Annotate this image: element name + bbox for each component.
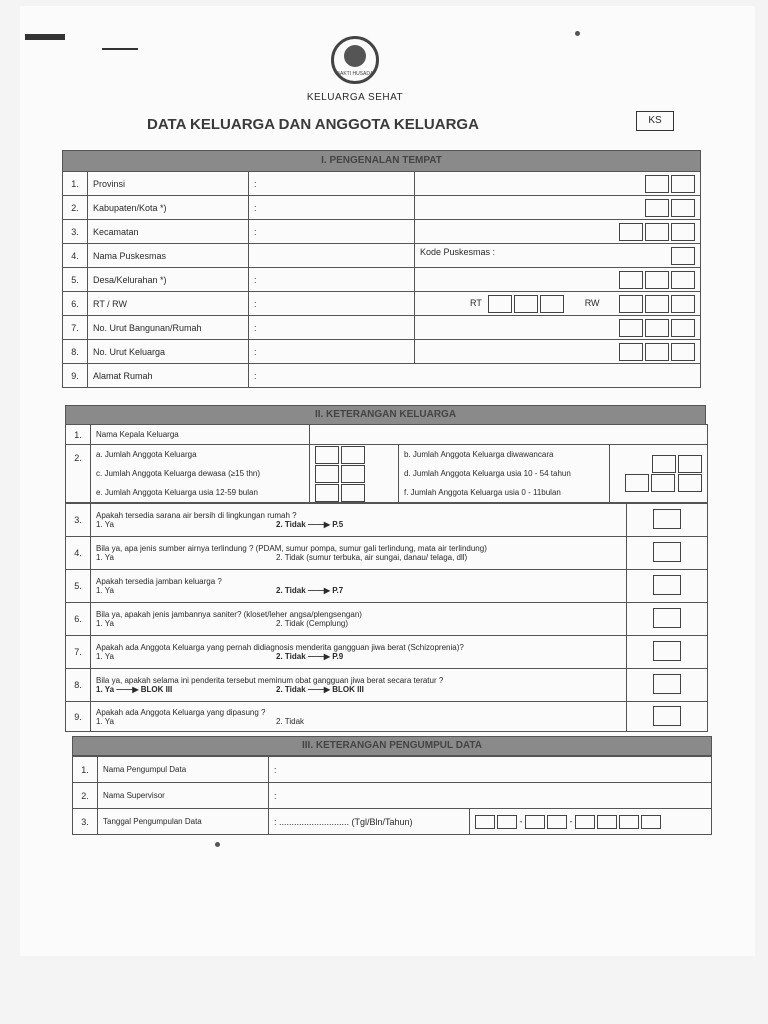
- jumlah-left-boxes[interactable]: [310, 445, 399, 503]
- jumlah-d-label: d. Jumlah Anggota Keluarga usia 10 - 54 tahun: [404, 469, 571, 478]
- rt-label: RT: [470, 297, 482, 308]
- row-value-field[interactable]: :: [249, 268, 415, 292]
- table-row: [63, 364, 701, 388]
- answer-box[interactable]: [627, 702, 708, 732]
- option-1: 1. Ya: [96, 619, 114, 628]
- corner-dash: [102, 48, 138, 50]
- option-2: 2. Tidak ——▶ BLOK III: [276, 685, 364, 694]
- answer-box[interactable]: [627, 537, 708, 570]
- row-number: 5.: [63, 268, 88, 292]
- rw-label: RW: [584, 297, 600, 308]
- row-number: 1.: [63, 172, 88, 196]
- row-number: 2.: [63, 196, 88, 220]
- smudge-dot: [215, 842, 220, 847]
- section3-table: [72, 756, 712, 835]
- kode-puskesmas-label: Kode Puskesmas :: [420, 246, 496, 257]
- logo-text: BAKTI HUSADA: [336, 71, 374, 77]
- table-row: [63, 340, 701, 364]
- row-number: 8.: [63, 340, 88, 364]
- jumlah-right-boxes[interactable]: [610, 445, 708, 503]
- section3-header: III. KETERANGAN PENGUMPUL DATA: [72, 736, 712, 756]
- option-1: 1. Ya: [96, 586, 114, 595]
- question-row: [66, 636, 708, 669]
- question-number: 6.: [66, 603, 91, 636]
- row-label: Nama Kepala Keluarga: [91, 425, 310, 445]
- form-code-box: KS: [636, 111, 674, 131]
- question-text: Apakah tersedia jamban keluarga ?: [96, 577, 222, 586]
- row-label: Desa/Kelurahan *): [88, 268, 249, 292]
- row-number: 3.: [63, 220, 88, 244]
- question-row: [66, 504, 708, 537]
- section2-header: II. KETERANGAN KELUARGA: [65, 405, 706, 425]
- row-number: 4.: [63, 244, 88, 268]
- section2-table: [65, 424, 708, 503]
- table-row: [63, 172, 701, 196]
- code-boxes[interactable]: [415, 172, 701, 196]
- row-label: Nama Pengumpul Data: [98, 757, 269, 783]
- option-2: 2. Tidak (sumur terbuka, air sungai, danau/ telaga, dll): [276, 553, 468, 562]
- row-label: No. Urut Bangunan/Rumah: [88, 316, 249, 340]
- pengumpul-field[interactable]: :: [269, 757, 712, 783]
- answer-box[interactable]: [627, 636, 708, 669]
- question-text: Bila ya, apakah selama ini penderita tersebut meminum obat gangguan jiwa berat secara teratur ?: [96, 676, 444, 685]
- question-number: 4.: [66, 537, 91, 570]
- table-row: [63, 268, 701, 292]
- row-value-field[interactable]: :: [249, 316, 415, 340]
- row-value-field[interactable]: [249, 244, 415, 268]
- option-2: 2. Tidak: [276, 716, 305, 726]
- question-row: [66, 570, 708, 603]
- question-text: Apakah ada Anggota Keluarga yang dipasung ?: [96, 707, 266, 717]
- smudge-dot: [575, 31, 580, 36]
- row-number: 7.: [63, 316, 88, 340]
- questions-table: [65, 503, 708, 732]
- jumlah-a-label: a. Jumlah Anggota Keluarga: [96, 450, 197, 459]
- row-number: 9.: [63, 364, 88, 388]
- option-1: 1. Ya: [96, 553, 114, 562]
- row-value-field[interactable]: :: [249, 172, 415, 196]
- table-row: [63, 316, 701, 340]
- jumlah-c-label: c. Jumlah Anggota Keluarga dewasa (≥15 thn): [96, 469, 261, 478]
- row-value-field[interactable]: :: [249, 196, 415, 220]
- row-number: 1.: [66, 425, 91, 445]
- question-row: [66, 702, 708, 732]
- row-label: Kecamatan: [88, 220, 249, 244]
- brand-label: KELUARGA SEHAT: [306, 92, 404, 103]
- question-number: 3.: [66, 504, 91, 537]
- date-boxes[interactable]: - -: [470, 809, 712, 835]
- answer-box[interactable]: [627, 669, 708, 702]
- question-row: [66, 537, 708, 570]
- answer-box[interactable]: [627, 504, 708, 537]
- bakti-husada-logo: [331, 36, 379, 84]
- logo-emblem-icon: [344, 45, 366, 67]
- row-number: 2.: [66, 445, 91, 503]
- row-value-field[interactable]: :: [249, 364, 701, 388]
- row-label: Tanggal Pengumpulan Data: [98, 809, 269, 835]
- table-row: [66, 425, 708, 445]
- row-value-field[interactable]: :: [249, 292, 415, 316]
- row-number: 1.: [73, 757, 98, 783]
- jumlah-e-label: e. Jumlah Anggota Keluarga usia 12-59 bulan: [96, 488, 258, 497]
- option-1: 1. Ya ——▶ BLOK III: [96, 685, 173, 694]
- kepala-keluarga-field[interactable]: [310, 425, 708, 445]
- row-label: No. Urut Keluarga: [88, 340, 249, 364]
- option-2: 2. Tidak (Cemplung): [276, 619, 349, 628]
- question-number: 5.: [66, 570, 91, 603]
- option-2: 2. Tidak ——▶ P.5: [276, 520, 344, 529]
- code-boxes[interactable]: [415, 268, 701, 292]
- row-label: Kabupaten/Kota *): [88, 196, 249, 220]
- table-row: [63, 292, 701, 316]
- supervisor-field[interactable]: :: [269, 783, 712, 809]
- section1-header: I. PENGENALAN TEMPAT: [62, 150, 701, 172]
- table-row: [73, 783, 712, 809]
- question-number: 9.: [66, 702, 91, 732]
- option-2: 2. Tidak ——▶ P.9: [276, 652, 344, 661]
- corner-mark: [25, 34, 65, 40]
- row-label: RT / RW: [88, 292, 249, 316]
- kode-puskesmas-cell[interactable]: [415, 244, 701, 268]
- question-text: Apakah ada Anggota Keluarga yang pernah didiagnosis menderita gangguan jiwa berat (Schizoprenia)?: [96, 643, 464, 652]
- option-1: 1. Ya: [96, 520, 114, 529]
- question-text: Apakah tersedia sarana air bersih di lingkungan rumah ?: [96, 511, 297, 520]
- question-text: Bila ya, apa jenis sumber airnya terlindung ? (PDAM, sumur pompa, sumur gali terlindung, mata air terlindung): [96, 544, 487, 553]
- question-row: [66, 603, 708, 636]
- section1-table: [62, 171, 701, 388]
- question-row: [66, 669, 708, 702]
- option-1: 1. Ya: [96, 716, 114, 726]
- table-row: [73, 757, 712, 783]
- page-title: DATA KELUARGA DAN ANGGOTA KELUARGA: [147, 116, 479, 133]
- code-boxes[interactable]: [415, 196, 701, 220]
- question-number: 8.: [66, 669, 91, 702]
- jumlah-f-label: f. Jumlah Anggota Keluarga usia 0 - 11bulan: [404, 488, 561, 497]
- table-row: [63, 196, 701, 220]
- code-boxes[interactable]: [415, 316, 701, 340]
- row-number: 2.: [73, 783, 98, 809]
- tanggal-field[interactable]: : ............................ (Tgl/Bln/Tahun): [269, 809, 470, 835]
- row-label: Nama Supervisor: [98, 783, 269, 809]
- row-label: Provinsi: [88, 172, 249, 196]
- table-row: [63, 244, 701, 268]
- table-row: [63, 220, 701, 244]
- answer-box[interactable]: [627, 570, 708, 603]
- row-label: Alamat Rumah: [88, 364, 249, 388]
- row-number: 3.: [73, 809, 98, 835]
- code-boxes[interactable]: [415, 220, 701, 244]
- answer-box[interactable]: [627, 603, 708, 636]
- option-1: 1. Ya: [96, 652, 114, 661]
- row-value-field[interactable]: :: [249, 340, 415, 364]
- rt-rw-cell[interactable]: [415, 292, 701, 316]
- jumlah-b-label: b. Jumlah Anggota Keluarga diwawancara: [404, 450, 554, 459]
- question-text: Bila ya, apakah jenis jambannya saniter? (kloset/leher angsa/plengsengan): [96, 610, 362, 619]
- table-row: [66, 445, 708, 503]
- row-label: Nama Puskesmas: [88, 244, 249, 268]
- row-number: 6.: [63, 292, 88, 316]
- row-value-field[interactable]: :: [249, 220, 415, 244]
- table-row: [73, 809, 712, 835]
- code-boxes[interactable]: [415, 340, 701, 364]
- option-2: 2. Tidak ——▶ P.7: [276, 586, 344, 595]
- question-number: 7.: [66, 636, 91, 669]
